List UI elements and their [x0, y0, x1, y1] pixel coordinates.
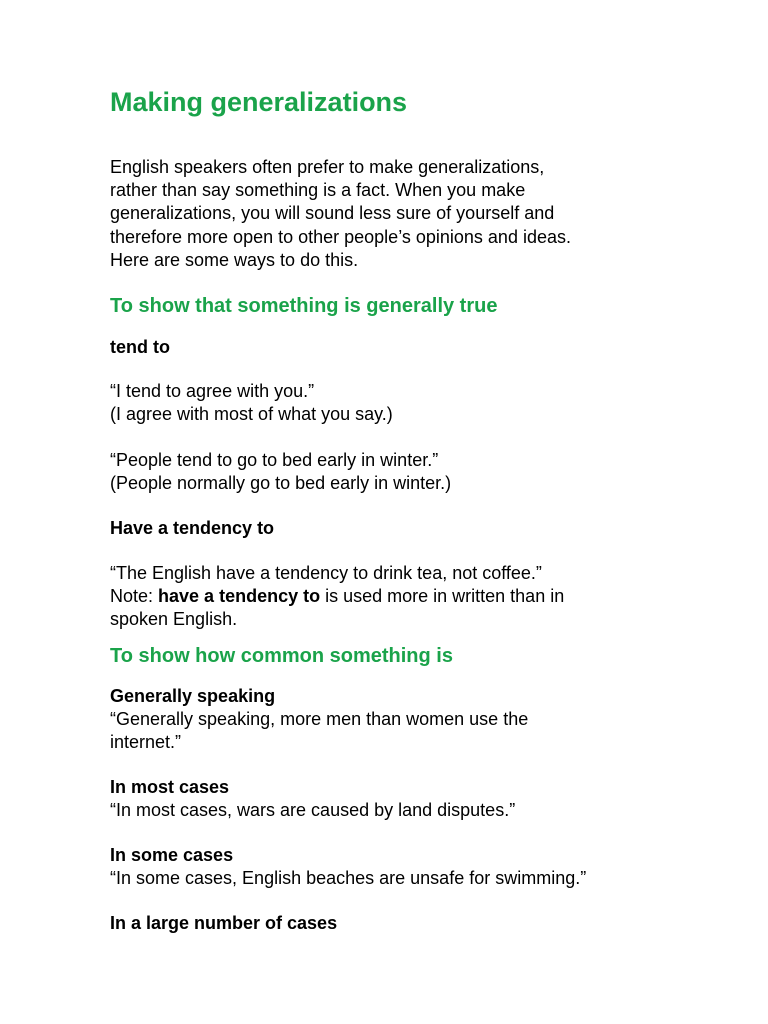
usage-note-suffix: is used more in written than in — [320, 586, 565, 606]
intro-line: generalizations, you will sound less sure of yourself and — [110, 203, 555, 224]
example-sentence-continued: internet.” — [110, 732, 182, 752]
usage-note-bold: have a tendency to — [158, 586, 321, 606]
example-sentence: “I tend to agree with you.” — [110, 381, 315, 401]
term-in-a-large-number-of-cases: In a large number of cases — [110, 913, 338, 933]
term-in-most-cases: In most cases — [110, 777, 230, 797]
intro-paragraph — [110, 156, 670, 272]
intro-line: rather than say something is a fact. When you make — [110, 180, 526, 201]
example-explanation: (I agree with most of what you say.) — [110, 404, 393, 424]
term-in-some-cases: In some cases — [110, 845, 234, 865]
intro-line: English speakers often prefer to make generalizations, — [110, 157, 545, 177]
intro-line: therefore more open to other people’s opinions and ideas. — [110, 226, 571, 247]
example-sentence: “Generally speaking, more men than women use the — [110, 709, 529, 729]
section-heading-how-common: To show how common something is — [110, 645, 453, 667]
intro-line: Here are some ways to do this. — [110, 249, 359, 270]
example-sentence: “People tend to go to bed early in winter.” — [110, 450, 439, 470]
usage-note-prefix: Note: — [110, 586, 159, 606]
term-generally-speaking: Generally speaking — [110, 686, 276, 706]
example-sentence: “The English have a tendency to drink tea, not coffee.” — [110, 563, 542, 583]
example-explanation: (People normally go to bed early in winter.) — [110, 473, 452, 493]
page-title: Making generalizations — [110, 87, 408, 117]
term-tend-to: tend to — [110, 337, 170, 357]
section-heading-generally-true: To show that something is generally true — [110, 295, 498, 317]
example-sentence: “In most cases, wars are caused by land disputes.” — [110, 800, 516, 820]
term-have-a-tendency-to: Have a tendency to — [110, 518, 275, 538]
example-sentence: “In some cases, English beaches are unsafe for swimming.” — [110, 868, 587, 888]
usage-note — [110, 584, 564, 608]
usage-note-continued: spoken English. — [110, 609, 238, 629]
